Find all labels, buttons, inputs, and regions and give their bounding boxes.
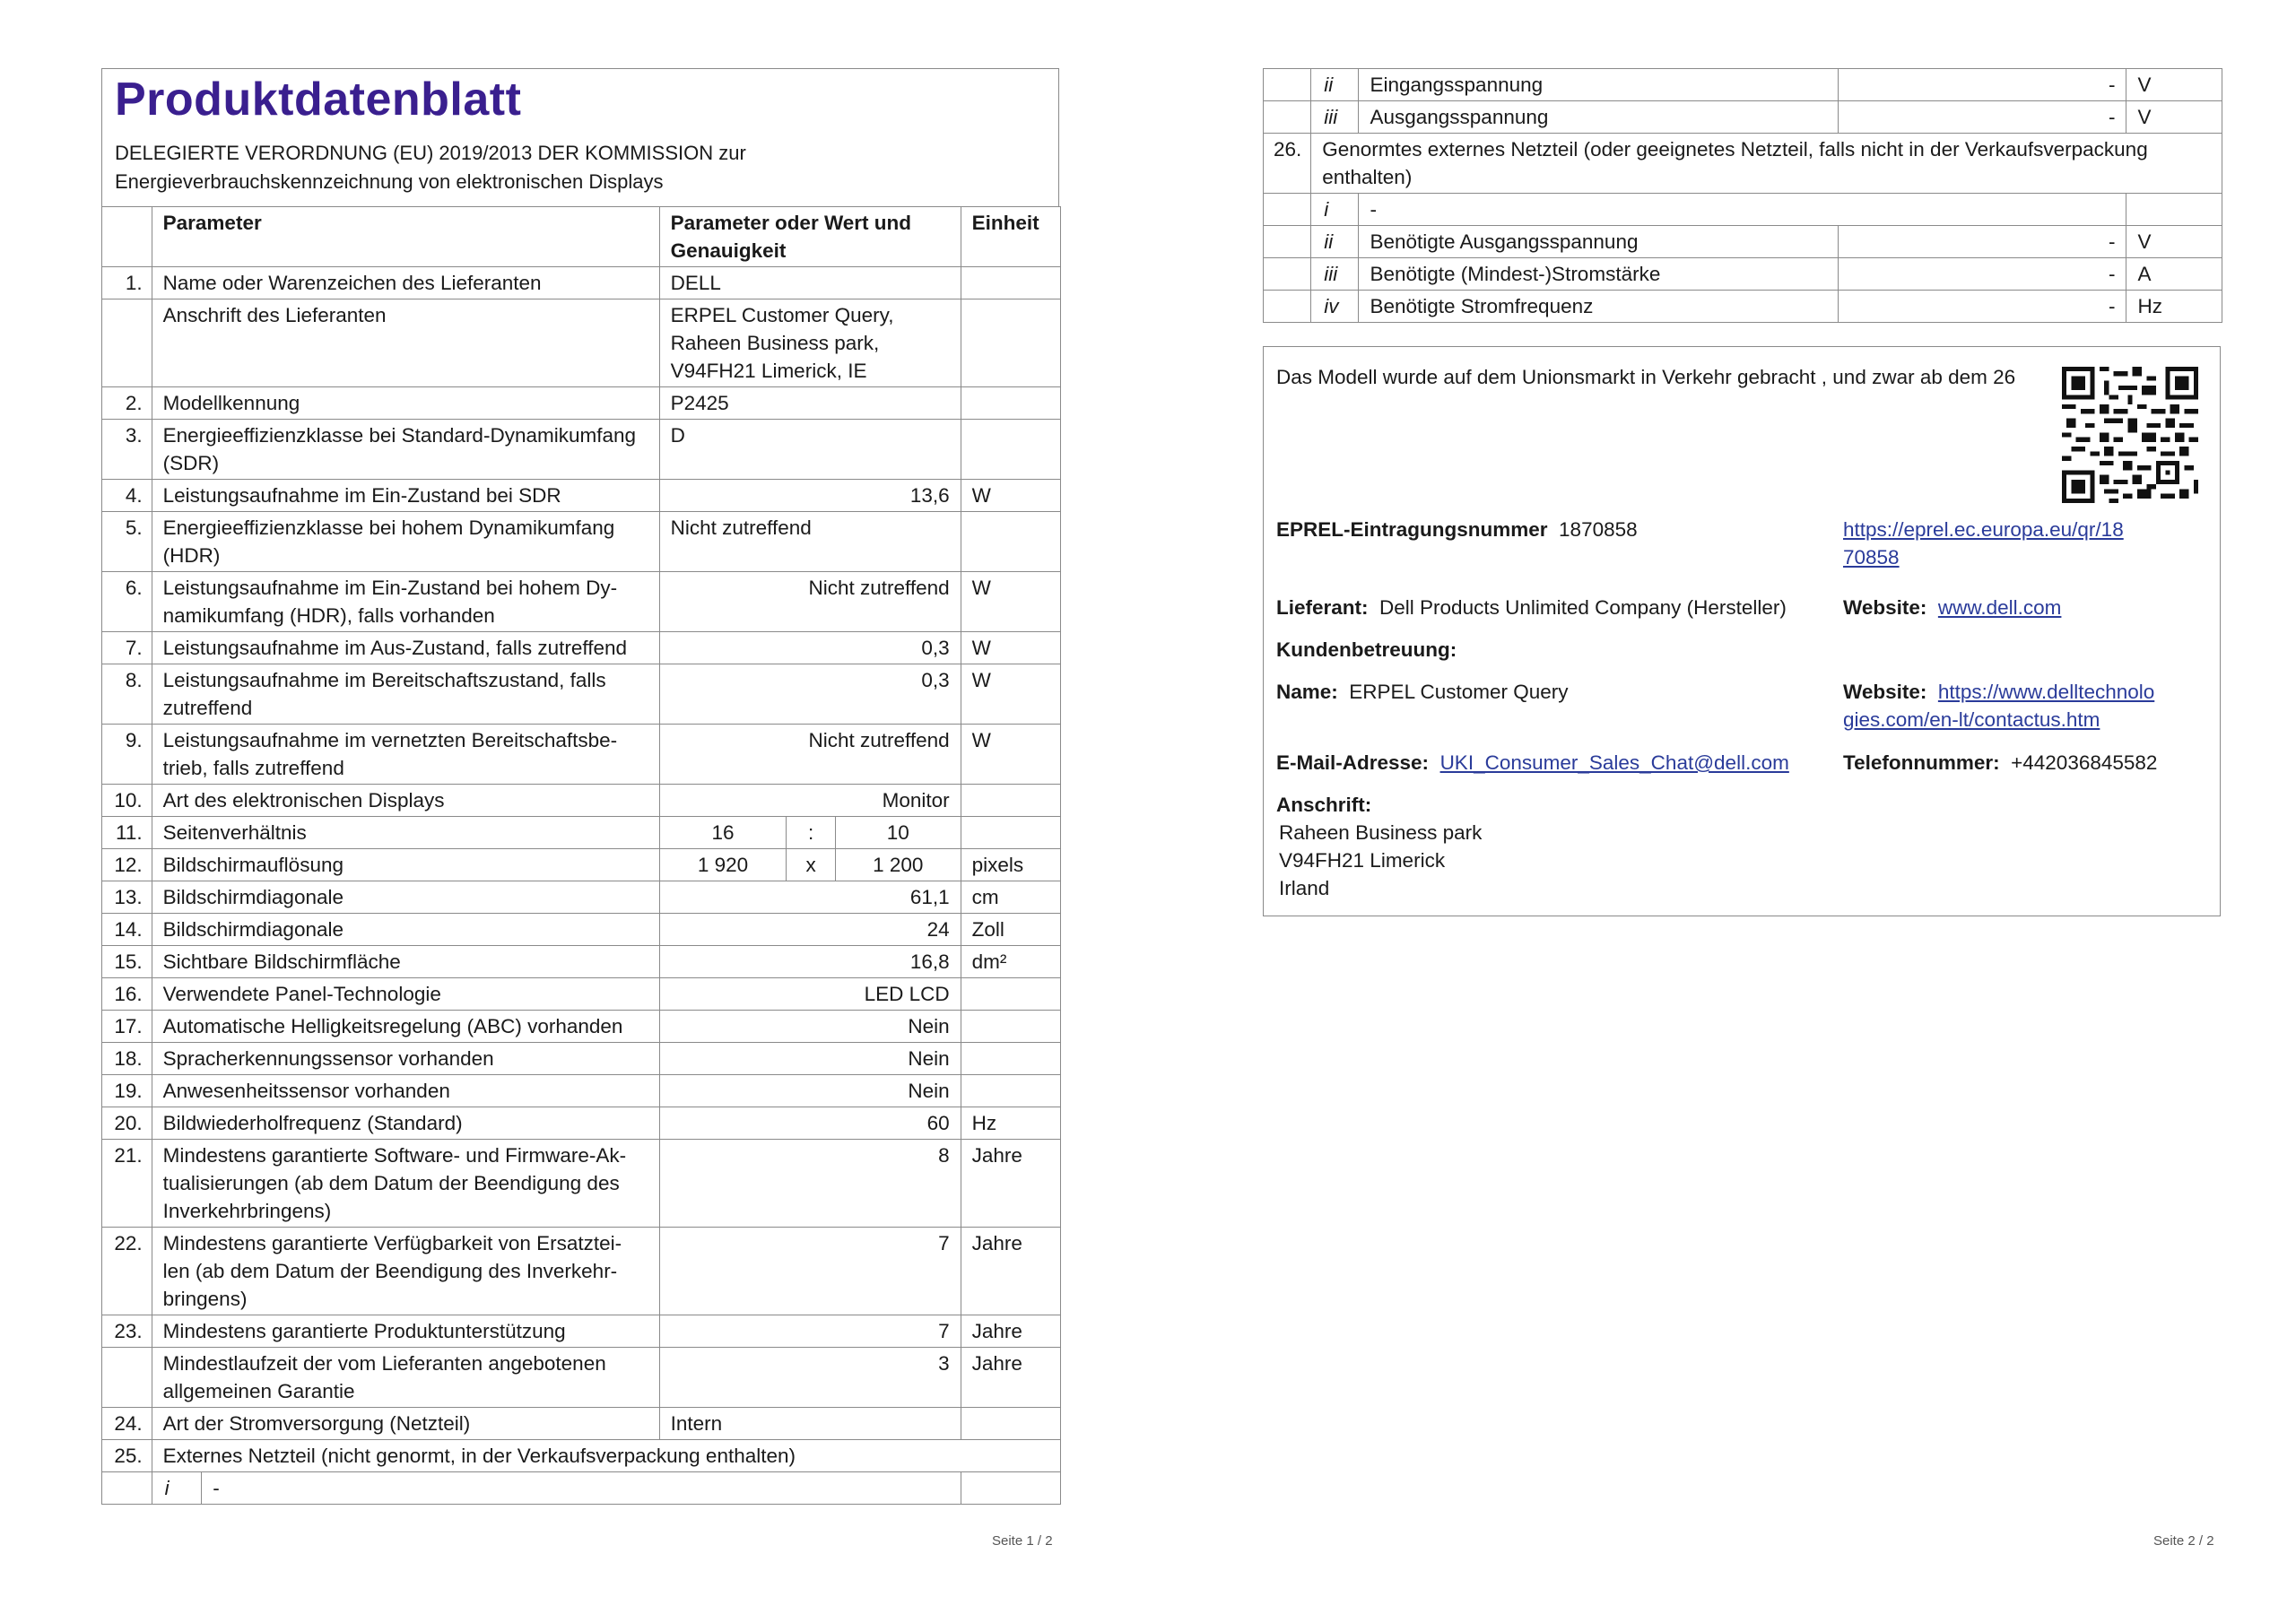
eprel-link[interactable]: https://eprel.ec.europa.eu/qr/18 70858 xyxy=(1843,518,2124,568)
table-row: 11. Seitenverhältnis 16 : 10 xyxy=(102,817,1061,849)
page-title: Produktdatenblatt xyxy=(115,74,522,126)
table-row: 15. Sichtbare Bildschirmfläche 16,8 dm² xyxy=(102,946,1061,978)
table-row: Anschrift des Lieferanten ERPEL Customer Query, Raheen Business park, V94FH21 Limerick, IE xyxy=(102,299,1061,387)
website-link[interactable]: www.dell.com xyxy=(1937,596,2062,619)
table-row: ii Eingangsspannung - V xyxy=(1264,69,2222,101)
contact-name: ERPEL Customer Query xyxy=(1349,681,1569,703)
table-row: iii Ausgangsspannung - V xyxy=(1264,101,2222,134)
table-row: 13. Bildschirmdiagonale 61,1 cm xyxy=(102,881,1061,914)
supplier-label: Lieferant: xyxy=(1276,596,1369,619)
customer-service-heading: Kundenbetreuung: xyxy=(1276,638,1457,661)
table-row: 25. Externes Netzteil (nicht genormt, in der Verkaufsverpackung enthalten) xyxy=(102,1440,1061,1472)
product-data-table xyxy=(101,206,1061,1505)
table-row: 23. Mindestens garantierte Produktunterstützung 7 Jahre xyxy=(102,1315,1061,1348)
table-row: iii Benötigte (Mindest-)Stromstärke - A xyxy=(1264,258,2222,291)
header-unit: Einheit xyxy=(961,207,1060,267)
contact-website-label: Website: xyxy=(1843,681,1927,703)
table-row: 8. Leistungsaufnahme im Bereitschaftszustand, falls zutreffend 0,3 W xyxy=(102,664,1061,725)
supplier-name: Dell Products Unlimited Company (Hersteller) xyxy=(1379,596,1787,619)
sheet-header xyxy=(101,68,1059,206)
table-row: 4. Leistungsaufnahme im Ein-Zustand bei SDR 13,6 W xyxy=(102,480,1061,512)
qr-code[interactable] xyxy=(2062,367,2198,503)
header-parameter: Parameter xyxy=(152,207,659,267)
table-row: 9. Leistungsaufnahme im vernetzten Bereitschaftsbe-trieb, falls zutreffend Nicht zutreffend W xyxy=(102,725,1061,785)
table-row: 2. Modellkennung P2425 xyxy=(102,387,1061,420)
phone-label: Telefonnummer: xyxy=(1843,751,2000,774)
table-row: 26. Genormtes externes Netzteil (oder geeignetes Netzteil, falls nicht in der Verkaufsverpackung enthalten) xyxy=(1264,134,2222,194)
table-row: 3. Energieeffizienzklasse bei Standard-Dynamikumfang (SDR) D xyxy=(102,420,1061,480)
table-row: 7. Leistungsaufnahme im Aus-Zustand, falls zutreffend 0,3 W xyxy=(102,632,1061,664)
email-link[interactable]: UKI_Consumer_Sales_Chat@dell.com xyxy=(1439,751,1789,774)
table-row: 16. Verwendete Panel-Technologie LED LCD xyxy=(102,978,1061,1011)
table-row: i - xyxy=(102,1472,1061,1505)
address-label: Anschrift: xyxy=(1276,794,1372,816)
table-row: 14. Bildschirmdiagonale 24 Zoll xyxy=(102,914,1061,946)
power-supply-table xyxy=(1263,68,2222,323)
table-row: 17. Automatische Helligkeitsregelung (ABC) vorhanden Nein xyxy=(102,1011,1061,1043)
table-row: 21. Mindestens garantierte Software- und Firmware-Ak-tualisierungen (ab dem Datum der Beendigung des Inverkehrbringens) 8 Jahre xyxy=(102,1140,1061,1228)
eprel-label: EPREL-Eintragungsnummer xyxy=(1276,518,1548,541)
address-line-1: Raheen Business park xyxy=(1279,821,1483,844)
page-footer: Seite 2 / 2 xyxy=(2153,1533,2214,1549)
table-row: 12. Bildschirmauflösung 1 920 x 1 200 pixels xyxy=(102,849,1061,881)
header-value: Parameter oder Wert und Genauigkeit xyxy=(659,207,961,267)
email-label: E-Mail-Adresse: xyxy=(1276,751,1430,774)
table-row: 22. Mindestens garantierte Verfügbarkeit von Ersatztei-len (ab dem Datum der Beendigung des Inverkehr-bringens) 7 Jahre xyxy=(102,1228,1061,1315)
table-row: 24. Art der Stromversorgung (Netzteil) Intern xyxy=(102,1408,1061,1440)
address-line-2: V94FH21 Limerick xyxy=(1279,849,1446,872)
page-footer: Seite 1 / 2 xyxy=(992,1533,1053,1549)
supplier-info-box xyxy=(1263,346,2221,916)
eprel-number: 1870858 xyxy=(1559,518,1638,541)
contact-website-link-cont[interactable]: gies.com/en-lt/contactus.htm xyxy=(1843,708,2100,731)
table-row: ii Benötigte Ausgangsspannung - V xyxy=(1264,226,2222,258)
table-row: 1. Name oder Warenzeichen des Lieferanten DELL xyxy=(102,267,1061,299)
table-header-row xyxy=(102,207,1061,267)
table-row: 18. Spracherkennungssensor vorhanden Nein xyxy=(102,1043,1061,1075)
table-row: 10. Art des elektronischen Displays Monitor xyxy=(102,785,1061,817)
table-row: 6. Leistungsaufnahme im Ein-Zustand bei hohem Dy-namikumfang (HDR), falls vorhanden Nicht zutreffend W xyxy=(102,572,1061,632)
website-label: Website: xyxy=(1843,596,1927,619)
table-row: 19. Anwesenheitssensor vorhanden Nein xyxy=(102,1075,1061,1107)
table-row: i - xyxy=(1264,194,2222,226)
contact-website-link[interactable]: https://www.delltechnolo xyxy=(1937,681,2155,703)
regulation-subtitle: DELEGIERTE VERORDNUNG (EU) 2019/2013 DER KOMMISSION zur Energieverbrauchskennzeichnung von elektronischen Displays xyxy=(115,142,746,193)
phone-number: +442036845582 xyxy=(2011,751,2158,774)
table-row: iv Benötigte Stromfrequenz - Hz xyxy=(1264,291,2222,323)
address-line-3: Irland xyxy=(1279,877,1330,899)
table-row: 20. Bildwiederholfrequenz (Standard) 60 Hz xyxy=(102,1107,1061,1140)
contact-name-label: Name: xyxy=(1276,681,1338,703)
table-row: Mindestlaufzeit der vom Lieferanten angebotenen allgemeinen Garantie 3 Jahre xyxy=(102,1348,1061,1408)
table-row: 5. Energieeffizienzklasse bei hohem Dynamikumfang (HDR) Nicht zutreffend xyxy=(102,512,1061,572)
market-date-text: Das Modell wurde auf dem Unionsmarkt in Verkehr gebracht , und zwar ab dem 26 xyxy=(1276,366,2016,388)
